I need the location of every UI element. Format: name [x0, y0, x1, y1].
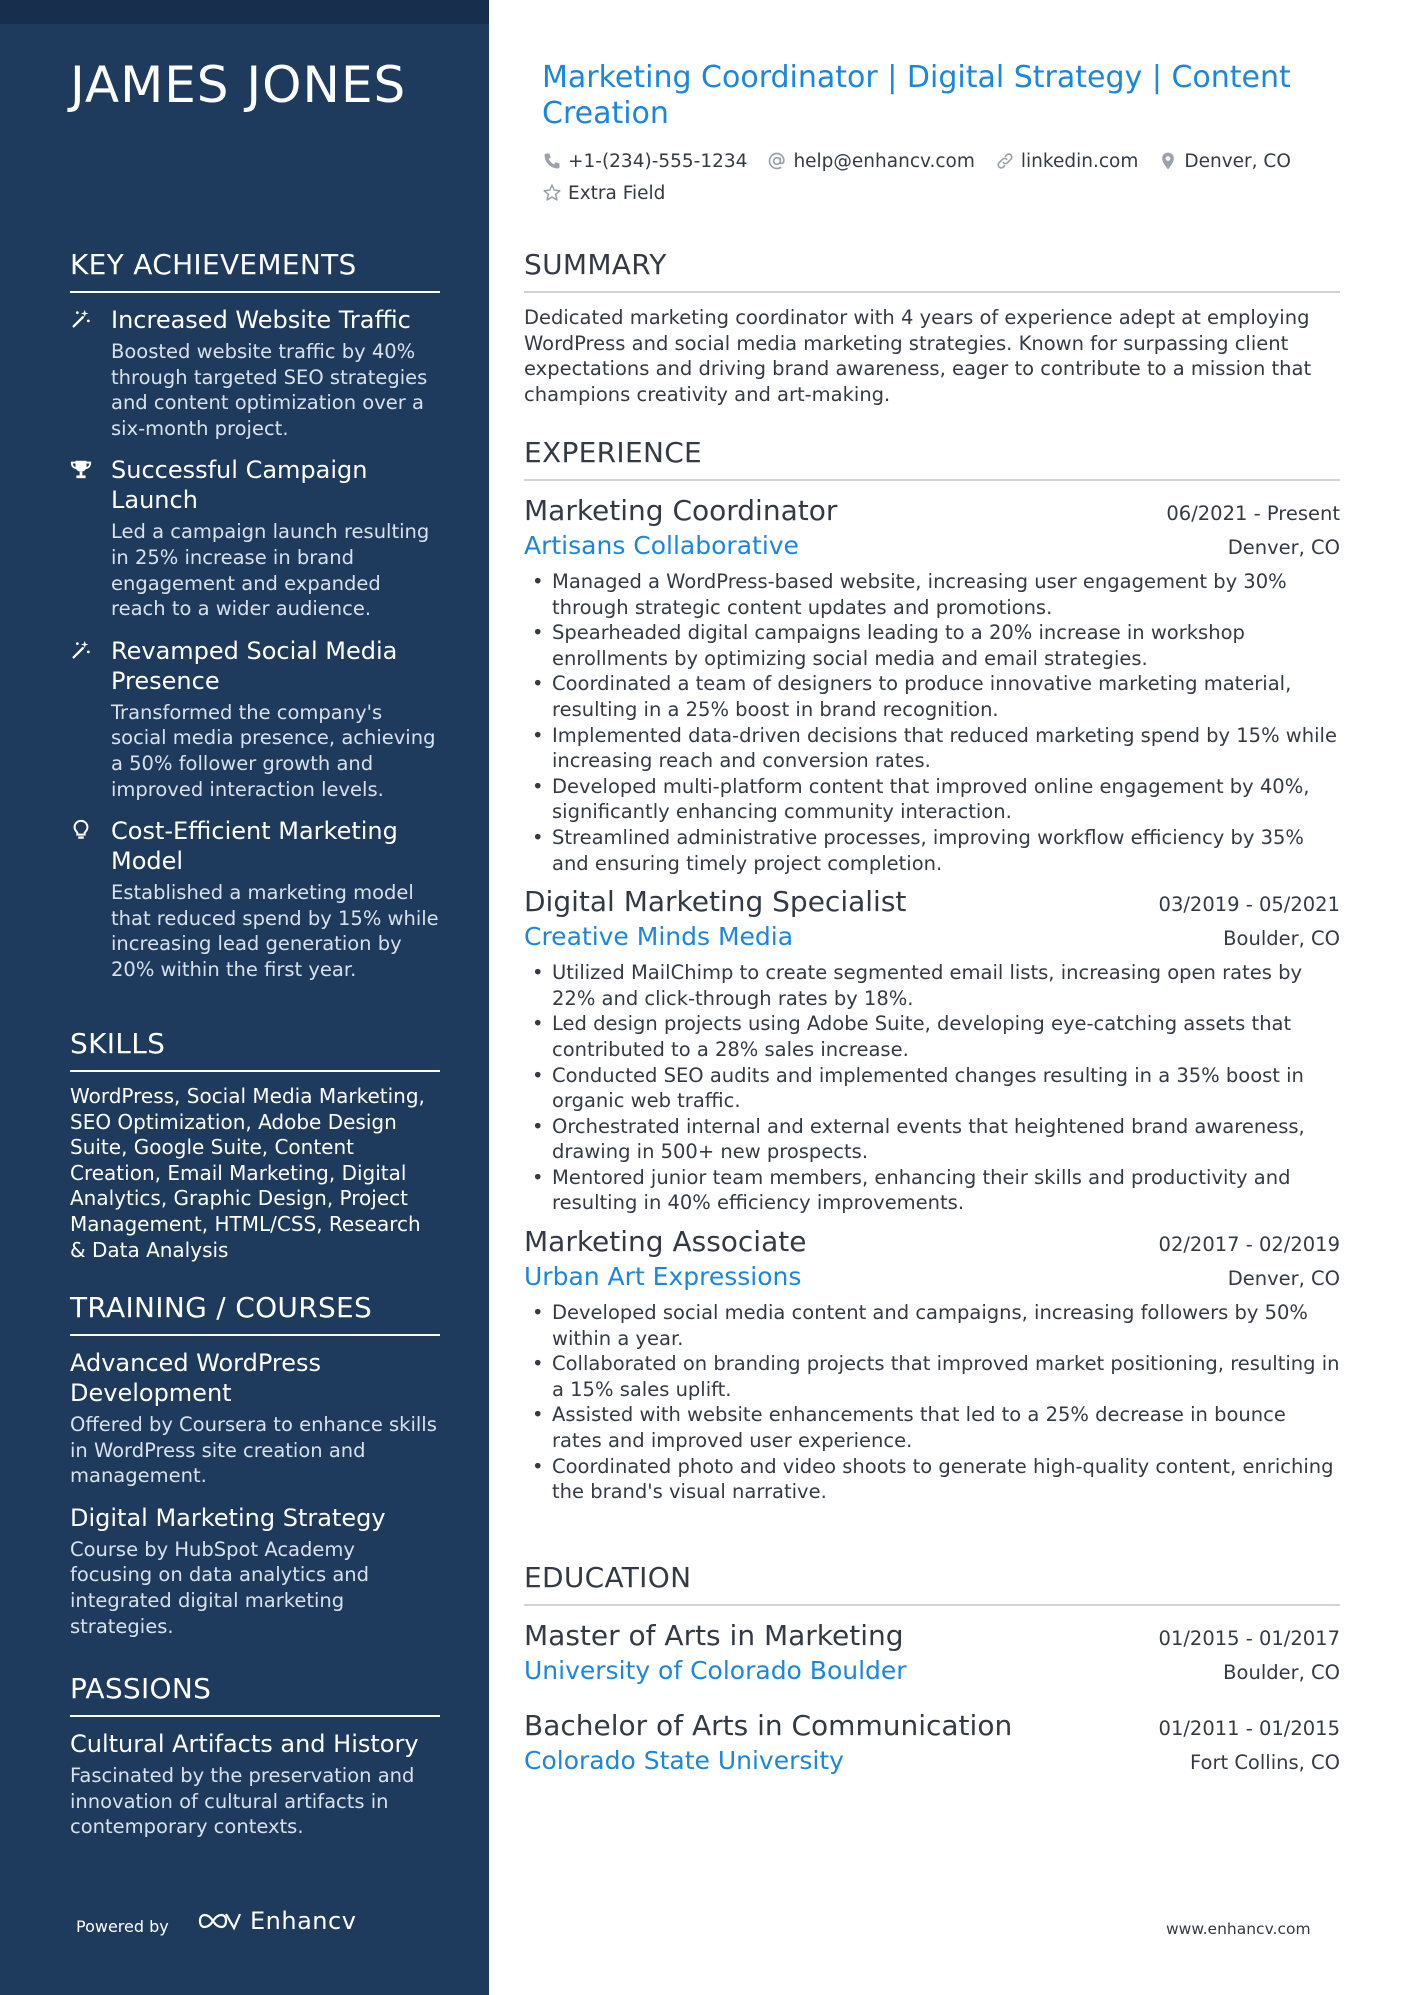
- education-location: Fort Collins, CO: [1190, 1751, 1340, 1774]
- summary-heading: SUMMARY: [524, 248, 1340, 293]
- job-bullet: • Coordinated a team of designers to produce innovative marketing material, resulting in a 25% boost in brand recognition.: [524, 671, 1340, 722]
- education-section: [524, 1561, 1340, 1798]
- passions-section: [70, 1672, 440, 1854]
- contact-linkedin[interactable]: [995, 148, 1138, 174]
- education-date: 01/2011 - 01/2015: [1158, 1717, 1340, 1740]
- trophy-icon: [70, 458, 92, 480]
- course-description: Offered by Coursera to enhance skills in WordPress site creation and management.: [70, 1413, 437, 1488]
- job-bullets: [524, 569, 1340, 876]
- sidebar: [0, 0, 489, 1995]
- training-heading: TRAINING / COURSES: [70, 1291, 440, 1336]
- at-icon: [767, 151, 787, 171]
- job-company: Artisans Collaborative: [524, 531, 799, 560]
- enhancv-logo[interactable]: [196, 1907, 356, 1935]
- achievement-item: [70, 455, 440, 621]
- phone-icon: [542, 151, 562, 171]
- job-date: 03/2019 - 05/2021: [1158, 893, 1340, 917]
- achievement-item: [70, 305, 440, 441]
- job-bullets: [524, 960, 1340, 1216]
- course-title: Advanced WordPress Development: [70, 1349, 322, 1407]
- skills-section: [70, 1027, 440, 1263]
- contact-linkedin-text: linkedin.com: [1020, 150, 1139, 172]
- lightbulb-icon: [70, 819, 92, 841]
- course-title: Digital Marketing Strategy: [70, 1503, 386, 1532]
- magic-wand-icon: [70, 308, 92, 330]
- contact-phone[interactable]: [542, 148, 747, 174]
- job-bullet: • Developed social media content and campaigns, increasing followers by 50% within a year.: [524, 1300, 1340, 1351]
- footer-website-link[interactable]: www.enhancv.com: [1166, 1920, 1311, 1938]
- enhancv-brand-text: Enhancv: [250, 1907, 357, 1935]
- job-bullets: [524, 1300, 1340, 1505]
- job-bullet: • Developed multi-platform content that improved online engagement by 40%, significantly enhancing community interaction.: [524, 774, 1340, 825]
- education-date: 01/2015 - 01/2017: [1158, 1627, 1340, 1650]
- degree-title: Bachelor of Arts in Communication: [524, 1709, 1013, 1742]
- school-name: University of Colorado Boulder: [524, 1656, 907, 1685]
- achievement-title: Revamped Social Media Presence: [111, 636, 398, 695]
- job-bullet: • Assisted with website enhancements that led to a 25% decrease in bounce rates and improved user experience.: [524, 1402, 1340, 1453]
- achievement-description: Transformed the company's social media presence, achieving a 50% follower growth and improved interaction levels.: [111, 700, 436, 801]
- location-pin-icon: [1158, 151, 1178, 171]
- job-location: Boulder, CO: [1223, 927, 1340, 951]
- course-description: Course by HubSpot Academy focusing on data analytics and integrated digital marketing strategies.: [70, 1537, 370, 1638]
- enhancv-logo-icon: [196, 1908, 242, 1934]
- contact-location-text: Denver, CO: [1184, 150, 1291, 172]
- degree-title: Master of Arts in Marketing: [524, 1619, 904, 1652]
- job-title: Marketing Coordinator: [524, 494, 838, 527]
- achievement-title: Increased Website Traffic: [111, 306, 411, 334]
- key-achievements-section: [70, 248, 440, 997]
- training-section: [70, 1291, 440, 1653]
- education-heading: EDUCATION: [524, 1561, 1340, 1606]
- link-icon: [995, 151, 1015, 171]
- contact-phone-text: +1-(234)-555-1234: [568, 150, 748, 172]
- job-bullet: • Spearheaded digital campaigns leading to a 20% increase in workshop enrollments by optimizing social media and email strategies.: [524, 620, 1340, 671]
- achievement-title: Cost-Efficient Marketing Model: [111, 817, 398, 876]
- job-bullet: • Mentored junior team members, enhancing their skills and productivity and resulting in 40% efficiency improvements.: [524, 1165, 1340, 1216]
- contact-info: [542, 148, 1342, 206]
- job-bullet: • Led design projects using Adobe Suite, developing eye-catching assets that contributed to a 28% sales increase.: [524, 1011, 1340, 1062]
- achievement-item: [70, 636, 440, 802]
- job-location: Denver, CO: [1227, 1267, 1340, 1291]
- job-entry: [524, 884, 1340, 1216]
- job-title: Marketing Associate: [524, 1225, 807, 1259]
- job-entry: [524, 493, 1340, 876]
- experience-section: [524, 436, 1340, 1513]
- contact-extra-field: [542, 180, 665, 206]
- contact-email[interactable]: [767, 148, 974, 174]
- candidate-name: JAMES JONES: [70, 56, 407, 114]
- passion-title: Cultural Artifacts and History: [70, 1730, 419, 1758]
- experience-heading: EXPERIENCE: [524, 436, 1340, 481]
- education-location: Boulder, CO: [1223, 1661, 1340, 1684]
- education-entry: [524, 1708, 1340, 1778]
- contact-location: [1158, 148, 1291, 174]
- job-bullet: • Utilized MailChimp to create segmented email lists, increasing open rates by 22% and click-through rates by 18%.: [524, 960, 1340, 1011]
- job-company: Creative Minds Media: [524, 922, 794, 952]
- job-bullet: • Orchestrated internal and external events that heightened brand awareness, drawing in 500+ new prospects.: [524, 1114, 1340, 1165]
- contact-email-text: help@enhancv.com: [793, 150, 975, 172]
- job-date: 02/2017 - 02/2019: [1158, 1233, 1340, 1257]
- achievement-description: Boosted website traffic by 40% through targeted SEO strategies and content optimization over a six-month project.: [111, 340, 428, 440]
- achievement-title: Successful Campaign Launch: [111, 456, 368, 515]
- key-achievements-heading: KEY ACHIEVEMENTS: [70, 248, 440, 293]
- job-location: Denver, CO: [1227, 536, 1340, 559]
- job-title: Digital Marketing Specialist: [524, 885, 907, 919]
- job-bullet: • Conducted SEO audits and implemented changes resulting in a 35% boost in organic web traffic.: [524, 1063, 1340, 1114]
- passion-item: [70, 1729, 440, 1840]
- summary-text: Dedicated marketing coordinator with 4 years of experience adept at employing WordPress and social media marketing strategies. Known for surpassing client expectations and driving brand awareness, eager to contribute to a mission that champions creativity and art-making.: [524, 306, 1312, 406]
- passion-description: Fascinated by the preservation and innovation of cultural artifacts in contemporary contexts.: [70, 1764, 415, 1839]
- summary-section: [524, 248, 1340, 407]
- job-bullet: • Streamlined administrative processes, improving workflow efficiency by 35% and ensuring timely project completion.: [524, 825, 1340, 876]
- magic-wand-icon: [70, 639, 92, 661]
- job-company: Urban Art Expressions: [524, 1262, 802, 1292]
- contact-extra-field-text: Extra Field: [568, 182, 666, 204]
- job-date: 06/2021 - Present: [1166, 502, 1340, 525]
- school-name: Colorado State University: [524, 1746, 844, 1775]
- job-entry: [524, 1224, 1340, 1505]
- star-icon: [542, 183, 562, 203]
- course-item: [70, 1503, 440, 1639]
- job-bullet: • Collaborated on branding projects that improved market positioning, resulting in a 15% sales uplift.: [524, 1351, 1340, 1402]
- achievement-description: Led a campaign launch resulting in 25% increase in brand engagement and expanded reach to a wider audience.: [111, 520, 430, 621]
- job-bullet: • Implemented data-driven decisions that reduced marketing spend by 15% while increasing reach and conversion rates.: [524, 723, 1340, 774]
- achievement-item: [70, 816, 440, 982]
- skills-list: WordPress, Social Media Marketing, SEO Optimization, Adobe Design Suite, Google Suite, Content Creation, Email Marketing, Digital Analytics, Graphic Design, Project Management, HTML/CSS, Research & Data Analysis: [70, 1084, 425, 1262]
- education-entry: [524, 1618, 1340, 1688]
- course-item: [70, 1348, 440, 1489]
- job-bullet: • Coordinated photo and video shoots to generate high-quality content, enriching the brand's visual narrative.: [524, 1454, 1340, 1505]
- skills-heading: SKILLS: [70, 1027, 440, 1072]
- achievement-description: Established a marketing model that reduced spend by 15% while increasing lead generation by 20% within the first year.: [111, 881, 439, 981]
- passions-heading: PASSIONS: [70, 1672, 440, 1717]
- job-bullet: • Managed a WordPress-based website, increasing user engagement by 30% through strategic content updates and promotions.: [524, 569, 1340, 620]
- powered-by-label: Powered by: [76, 1917, 169, 1936]
- headline: Marketing Coordinator | Digital Strategy | Content Creation: [542, 60, 1291, 131]
- sidebar-top-bar: [0, 0, 489, 24]
